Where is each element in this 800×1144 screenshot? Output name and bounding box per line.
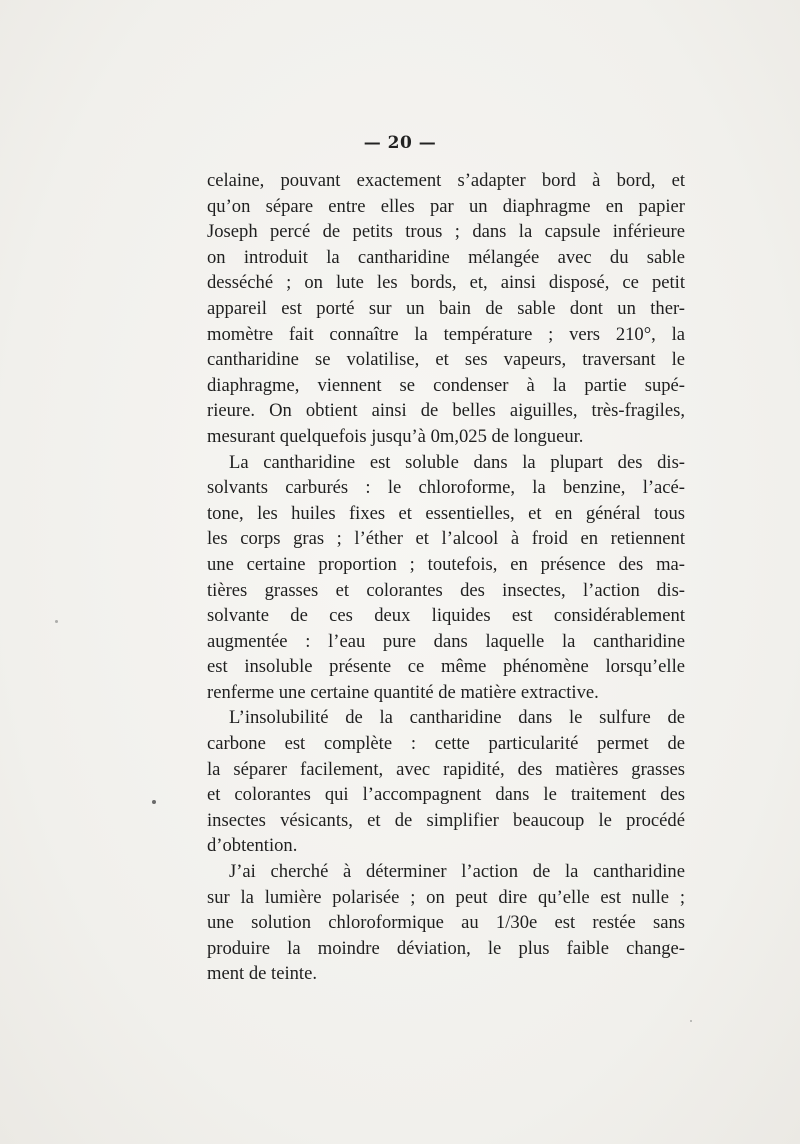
text-line: celaine, pouvant exactement s’adapter bord à bord, et bbox=[207, 170, 685, 191]
text-line: La cantharidine est soluble dans la plupart des dis- bbox=[229, 451, 685, 473]
text-line: sur la lumière polarisée ; on peut dire qu’elle est nulle ; bbox=[207, 886, 685, 908]
text-line: la séparer facilement, avec rapidité, des matières grasses bbox=[207, 758, 685, 780]
text-line: diaphragme, viennent se condenser à la partie supé- bbox=[207, 374, 685, 396]
text-line: renferme une certaine quantité de matière extractive. bbox=[207, 681, 599, 703]
body-text bbox=[207, 168, 685, 987]
text-line: desséché ; on lute les bords, et, ainsi disposé, ce petit bbox=[207, 272, 685, 294]
text-line: d’obtention. bbox=[207, 835, 298, 857]
text-line: une certaine proportion ; toutefois, en présence des ma- bbox=[207, 553, 685, 575]
text-line: carbone est complète : cette particularité permet de bbox=[207, 733, 685, 755]
text-line: une solution chloroformique au 1/30e est restée sans bbox=[207, 912, 685, 934]
print-speck bbox=[152, 800, 156, 804]
print-speck bbox=[690, 1020, 692, 1022]
text-line: produire la moindre déviation, le plus faible change- bbox=[207, 937, 685, 959]
text-line: est insoluble présente ce même phénomène lorsqu’elle bbox=[207, 656, 685, 678]
text-line: solvants carburés : le chloroforme, la benzine, l’acé- bbox=[207, 477, 685, 499]
text-line: mesurant quelquefois jusqu’à 0m,025 de longueur. bbox=[207, 425, 584, 447]
text-line: les corps gras ; l’éther et l’alcool à froid en retiennent bbox=[207, 528, 685, 550]
text-line: ment de teinte. bbox=[207, 963, 317, 985]
text-line: solvante de ces deux liquides est considérablement bbox=[207, 605, 685, 627]
text-line: insectes vésicants, et de simplifier beaucoup le procédé bbox=[207, 809, 685, 831]
text-line: on introduit la cantharidine mélangée avec du sable bbox=[207, 246, 685, 268]
text-line: L’insolubilité de la cantharidine dans le sulfure de bbox=[229, 707, 685, 729]
text-line: J’ai cherché à déterminer l’action de la cantharidine bbox=[229, 861, 685, 883]
text-line: et colorantes qui l’accompagnent dans le traitement des bbox=[207, 784, 685, 806]
text-line: augmentée : l’eau pure dans laquelle la cantharidine bbox=[207, 630, 685, 652]
text-line: rieure. On obtient ainsi de belles aiguilles, très-fragiles, bbox=[207, 400, 685, 422]
text-line: qu’on sépare entre elles par un diaphragme en papier bbox=[207, 195, 685, 217]
text-line: tone, les huiles fixes et essentielles, et en général tous bbox=[207, 502, 685, 524]
text-line: Joseph percé de petits trous ; dans la capsule inférieure bbox=[207, 221, 685, 243]
text-line: cantharidine se volatilise, et ses vapeurs, traversant le bbox=[207, 349, 685, 371]
text-line: appareil est porté sur un bain de sable dont un ther- bbox=[207, 297, 685, 319]
text-line: tières grasses et colorantes des insectes, l’action dis- bbox=[207, 579, 685, 601]
print-speck bbox=[55, 620, 58, 623]
text-line: momètre fait connaître la température ; vers 210°, la bbox=[207, 323, 685, 345]
page-number: — 20 — bbox=[363, 133, 437, 153]
